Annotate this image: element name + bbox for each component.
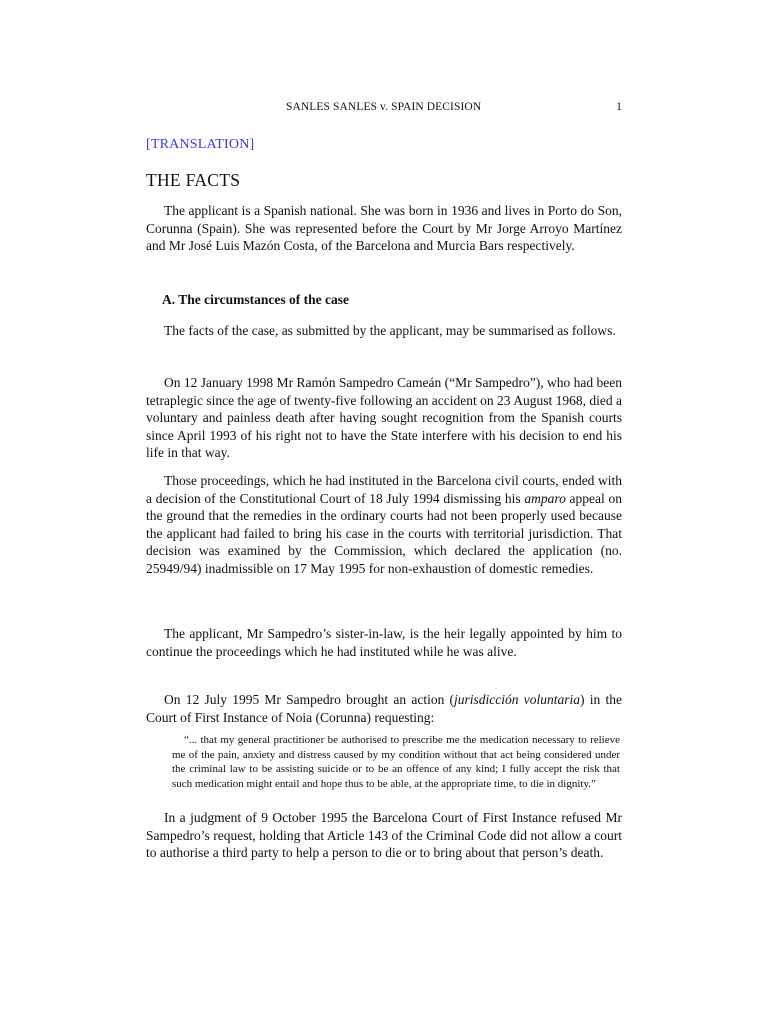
paragraph-text: appeal on the ground that the remedies in the ordinary courts had not been properly used because the applicant had failed to bring his case in the courts with territorial jurisdiction. That decision was examined by the Commission, which declared the application (no. 25949/94) inadmissible on 17 May 1995 for non-exhaustion of domestic remedies. [146, 490, 622, 576]
italic-term: jurisdicción voluntaria [454, 692, 581, 707]
paragraph-text: Those proceedings, which he had instituted in the Barcelona civil courts, ended with a decision of the Constitutional Court of 18 July 1994 dismissing his [146, 473, 622, 506]
header-title: SANLES SANLES v. SPAIN DECISION [286, 101, 482, 113]
section-title: THE FACTS [146, 170, 241, 190]
paragraph-sampedro-death: On 12 January 1998 Mr Ramón Sampedro Cameán (“Mr Sampedro”), who had been tetraplegic since the age of twenty-five following an accident on 23 August 1968, died a voluntary and painless death after having sought recognition from the Spanish courts since April 1993 of his right not to have the State interfere with his decision to end his life in that way. [146, 375, 622, 461]
paragraph-proceedings [146, 472, 622, 578]
paragraph-applicant: The applicant is a Spanish national. She was born in 1936 and lives in Porto do Son, Corunna (Spain). She was represented before the Court by Mr Jorge Arroyo Martínez and Mr José Luis Mazón Costa, of the Barcelona and Murcia Bars respectively. [146, 203, 622, 254]
running-header [146, 101, 622, 117]
paragraph-heir: The applicant, Mr Sampedro’s sister-in-law, is the heir legally appointed by him to continue the proceedings which he had instituted while he was alive. [146, 626, 622, 659]
circumstances-heading: A. The circumstances of the case [162, 292, 349, 307]
paragraph-summary: The facts of the case, as submitted by the applicant, may be summarised as follows. [164, 323, 616, 338]
paragraph-judgment: In a judgment of 9 October 1995 the Barcelona Court of First Instance refused Mr Sampedro’s request, holding that Article 143 of the Criminal Code did not allow a court to authorise a third party to help a person to die or to bring about that person’s death. [146, 810, 622, 861]
paragraph-text: On 12 July 1995 Mr Sampedro brought an action ( [164, 692, 455, 707]
translation-tag: [TRANSLATION] [146, 137, 255, 152]
italic-term: amparo [524, 490, 566, 506]
page-number: 1 [616, 101, 622, 113]
paragraph-text: ) in the Court of First Instance of Noia (Corunna) requesting: [146, 692, 622, 725]
block-quote: “... that my general practitioner be authorised to prescribe me the medication necessary to relieve me of the pain, anxiety and distress caused by my condition without that act being considered under the criminal law to be assisting suicide or to be an offence of any kind; I fully accept the risk that such medication might entail and hope thus to be able, at the appropriate time, to die in dignity.” [172, 734, 620, 790]
paragraph-action [146, 691, 622, 726]
